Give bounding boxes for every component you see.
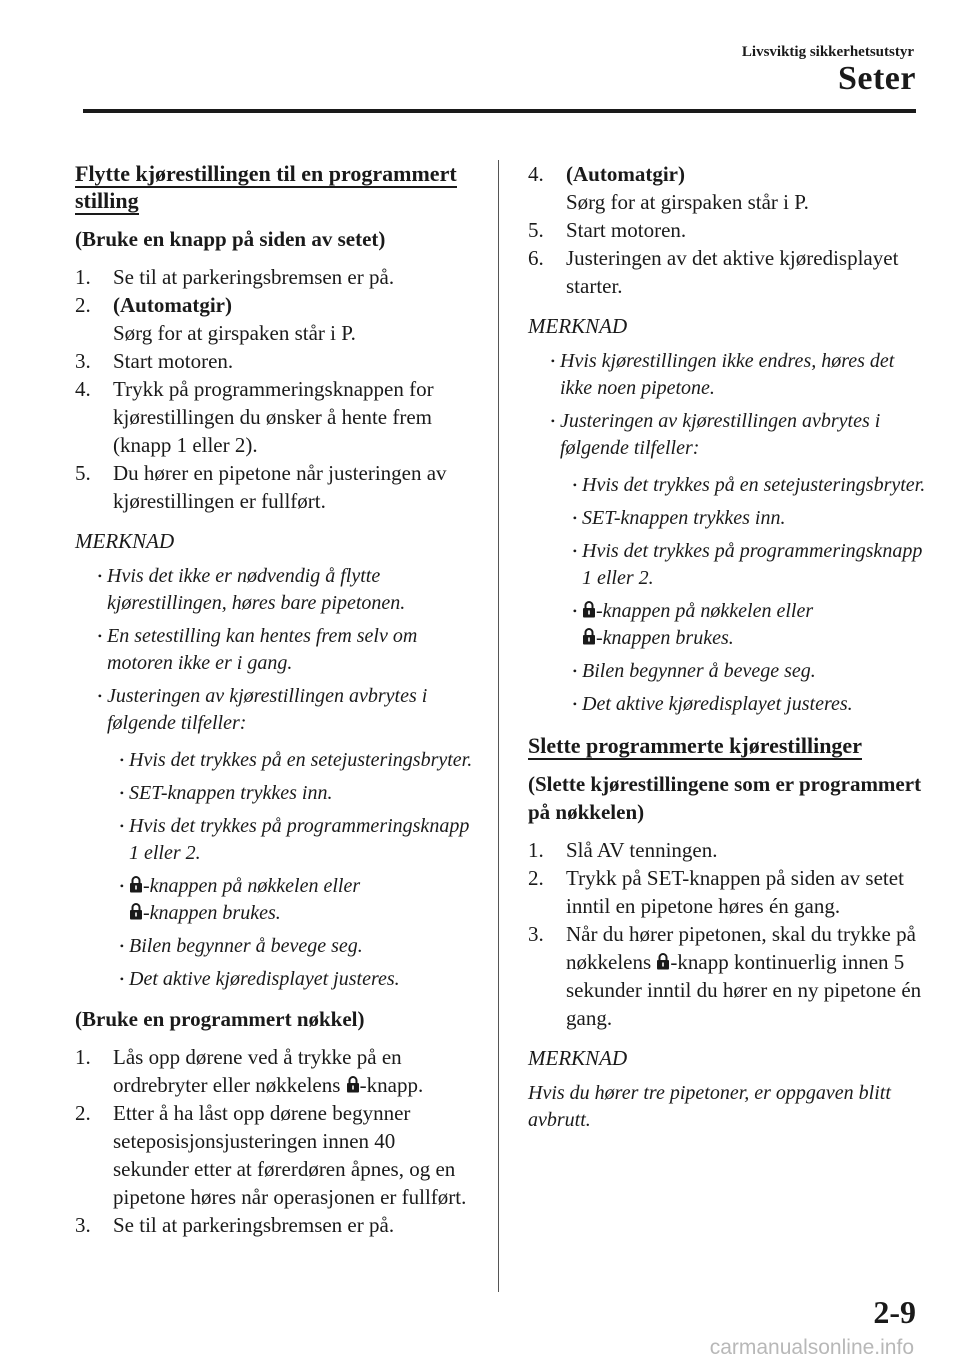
subheading-delete-key: (Slette kjørestillingene som er programmert på nøkkelen) [528, 772, 922, 824]
case-bullet: • -knappen på nøkkelen eller -knappen brukes. [119, 875, 361, 924]
left-column [75, 160, 475, 1251]
note-bullet: • Hvis det ikke er nødvendig å flytte kjørestillingen, høres bare pipetonen. [97, 565, 406, 614]
step-item: 2. (Automatgir) Sørg for at girspaken står i P. [75, 293, 356, 345]
step-item: 5. Start motoren. [528, 218, 687, 242]
case-bullet: • Bilen begynner å bevege seg. [572, 660, 816, 682]
step-item: 4. (Automatgir) Sørg for at girspaken står i P. [528, 162, 809, 214]
lock-icon [129, 902, 143, 920]
steps-list [75, 1043, 475, 1239]
note-text: Hvis du hører tre pipetoner, er oppgaven blitt avbrutt. [528, 1082, 891, 1131]
section-heading: Slette programmerte kjørestillinger [528, 733, 862, 758]
note-block [528, 348, 928, 718]
case-bullet: • -knappen på nøkkelen eller -knappen brukes. [572, 600, 814, 649]
step-item: 3. Start motoren. [75, 349, 234, 373]
case-bullet: • Hvis det trykkes på en setejusteringsbryter. [119, 749, 473, 771]
case-bullet: • Det aktive kjøredisplayet justeres. [119, 968, 400, 990]
subheading-programmed-key: (Bruke en programmert nøkkel) [75, 1007, 365, 1031]
note-label: MERKNAD [528, 314, 628, 338]
step-item: 4. Trykk på programmeringsknappen for kjørestillingen du ønsker å hente frem (knapp 1 eller 2). [75, 377, 434, 457]
note-block [75, 563, 475, 993]
right-column [528, 160, 928, 1134]
step-item: 3. Se til at parkeringsbremsen er på. [75, 1213, 395, 1237]
case-bullet: • Hvis det trykkes på programmeringsknapp 1 eller 2. [119, 815, 470, 864]
note-bullet: • En setestilling kan hentes frem selv om motoren ikke er i gang. [97, 625, 418, 674]
case-bullet: • Hvis det trykkes på en setejusteringsbryter. [572, 474, 926, 496]
note-label: MERKNAD [75, 529, 175, 553]
steps-list [528, 160, 928, 300]
steps-list [528, 836, 928, 1032]
header-rule [83, 109, 916, 113]
case-bullet: • Hvis det trykkes på programmeringsknapp 1 eller 2. [572, 540, 923, 589]
case-bullet: • SET-knappen trykkes inn. [119, 782, 333, 804]
step-item: 6. Justeringen av det aktive kjøredisplayet starter. [528, 246, 899, 298]
step-item: 1. Se til at parkeringsbremsen er på. [75, 265, 395, 289]
note-label: MERKNAD [528, 1046, 628, 1070]
page-title: Seter [837, 60, 916, 97]
lock-icon [656, 952, 670, 970]
header-section-label: Livsviktig sikkerhetsutstyr [741, 44, 914, 60]
lock-icon [582, 627, 596, 645]
step-item: 1. Slå AV tenningen. [528, 838, 718, 862]
lock-icon [346, 1075, 360, 1093]
column-divider [498, 160, 499, 1292]
step-item: 2. Etter å ha låst opp dørene begynner seteposisjonsjusteringen innen 40 sekunder etter at førerdøren åpnes, og en pipetone høres når operasjonen er fullført. [75, 1101, 467, 1209]
section-heading: Flytte kjørestillingen til en programmert stilling [75, 161, 457, 213]
step-item: 5. Du hører en pipetone når justeringen av kjørestillingen er fullført. [75, 461, 447, 513]
step-item: 3. Når du hører pipetonen, skal du trykke på nøkkelens -knapp kontinuerlig innen 5 sekunder inntil du hører en ny pipetone én gang. [528, 922, 922, 1030]
steps-list [75, 263, 475, 515]
step-item: 1. Lås opp dørene ved å trykke på en ordrebryter eller nøkkelens -knapp. [75, 1045, 424, 1097]
lock-icon [129, 875, 143, 893]
watermark: carmanualsonline.info [709, 1336, 914, 1359]
note-bullet: • Justeringen av kjørestillingen avbrytes i følgende tilfeller: [97, 685, 428, 734]
page-number: 2-9 [873, 1294, 916, 1330]
step-item: 2. Trykk på SET-knappen på siden av setet inntil en pipetone høres én gang. [528, 866, 904, 918]
note-bullet: • Justeringen av kjørestillingen avbrytes i følgende tilfeller: [550, 410, 881, 459]
case-bullet: • Det aktive kjøredisplayet justeres. [572, 693, 853, 715]
note-bullet: • Hvis kjørestillingen ikke endres, høres det ikke noen pipetone. [550, 350, 895, 399]
case-bullet: • SET-knappen trykkes inn. [572, 507, 786, 529]
lock-icon [582, 600, 596, 618]
case-bullet: • Bilen begynner å bevege seg. [119, 935, 363, 957]
subheading-side-button: (Bruke en knapp på siden av setet) [75, 227, 386, 251]
